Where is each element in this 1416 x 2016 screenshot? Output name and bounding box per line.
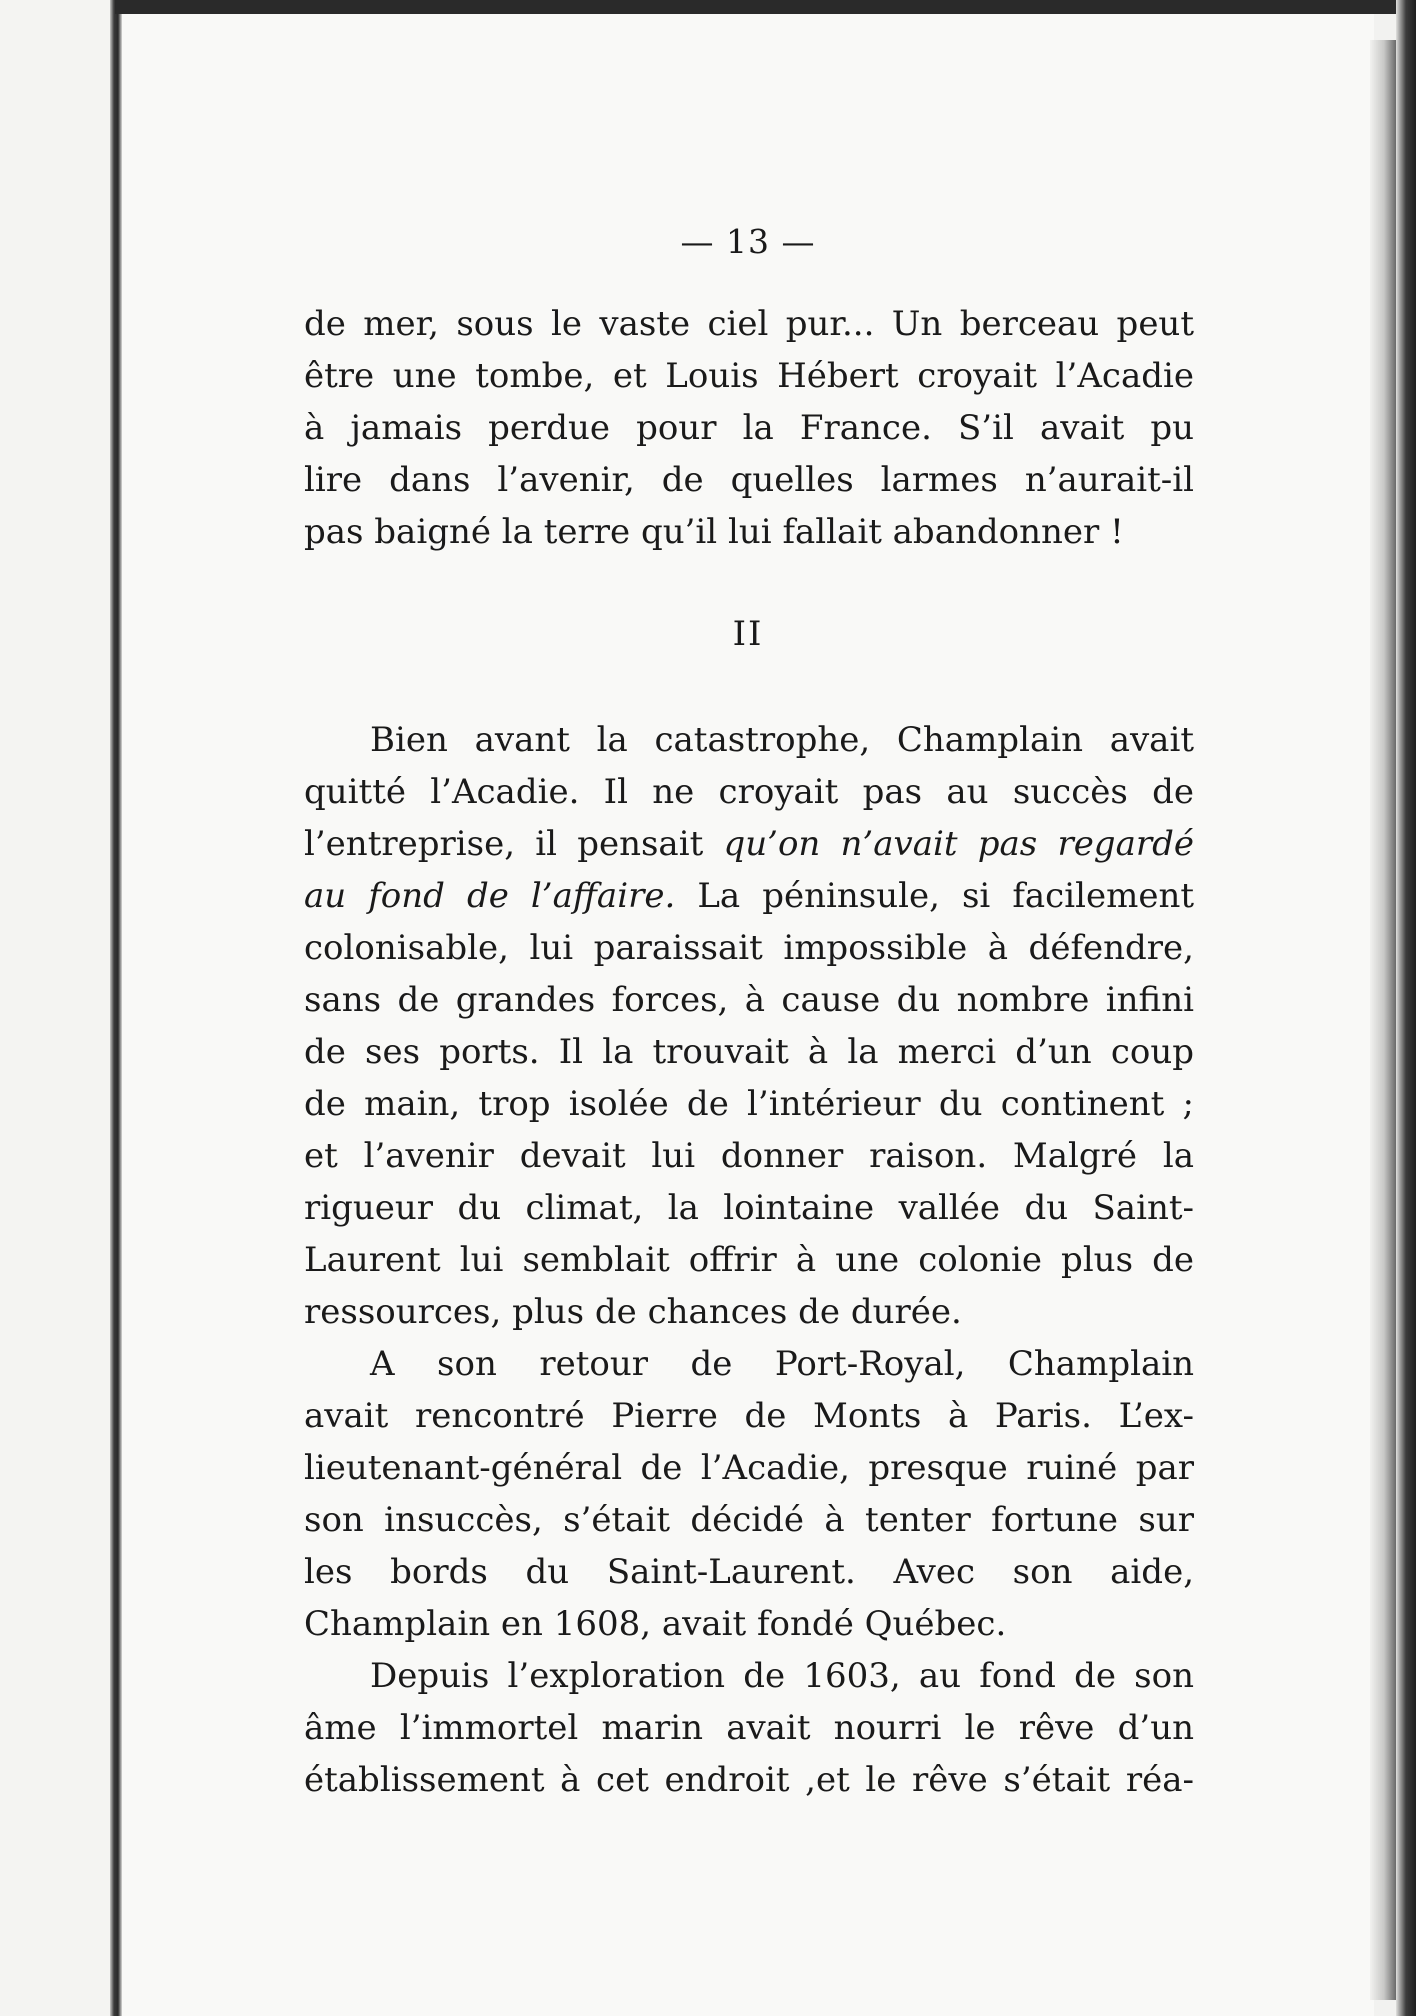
text-line: lieutenant-général de l’Acadie, presque ruiné par xyxy=(304,1448,1194,1488)
page-curl-shadow xyxy=(1370,40,1396,2000)
section-heading: II xyxy=(732,614,764,654)
italic-quote: qu’on n’avait pas regardé xyxy=(723,824,1194,864)
italic-quote: au fond de l’affaire. xyxy=(304,876,676,916)
page-number: — 13 — xyxy=(680,222,816,261)
text-line: âme l’immortel marin avait nourri le rêve d’un xyxy=(304,1708,1194,1748)
text-line: de main, trop isolée de l’intérieur du continent ; xyxy=(304,1084,1194,1124)
text-line: Champlain en 1608, avait fondé Québec. xyxy=(304,1604,1007,1644)
text-line-with-italic xyxy=(304,870,1194,922)
text-line-with-italic xyxy=(304,818,1194,870)
text-line: établissement à cet endroit ,et le rêve s’était réa- xyxy=(304,1760,1194,1800)
text-line: et l’avenir devait lui donner raison. Malgré la xyxy=(304,1136,1194,1176)
text-line: ressources, plus de chances de durée. xyxy=(304,1292,962,1332)
text-line: Laurent lui semblait offrir à une colonie plus de xyxy=(304,1240,1194,1280)
paragraph-1 xyxy=(304,298,1194,558)
text-line: A son retour de Port-Royal, Champlain xyxy=(370,1344,1194,1384)
text-line: avait rencontré Pierre de Monts à Paris. L’ex- xyxy=(304,1396,1194,1436)
paragraph-4 xyxy=(304,1650,1194,1806)
text-line: de ses ports. Il la trouvait à la merci d’un coup xyxy=(304,1032,1194,1072)
right-border xyxy=(1396,0,1416,2016)
text-line: Bien avant la catastrophe, Champlain avait xyxy=(370,720,1194,760)
facing-page-margin xyxy=(0,0,110,2016)
text-line: Depuis l’exploration de 1603, au fond de son xyxy=(370,1656,1194,1696)
top-border xyxy=(115,0,1416,14)
text-line: colonisable, lui paraissait impossible à défendre, xyxy=(304,928,1194,968)
text-line: à jamais perdue pour la France. S’il avait pu xyxy=(304,408,1194,448)
text-line: être une tombe, et Louis Hébert croyait l’Acadie xyxy=(304,356,1194,396)
text-line: quitté l’Acadie. Il ne croyait pas au succès de xyxy=(304,772,1194,812)
text-line: son insuccès, s’était décidé à tenter fortune sur xyxy=(304,1500,1194,1540)
book-page xyxy=(122,14,1374,2016)
text-line: rigueur du climat, la lointaine vallée du Saint- xyxy=(304,1188,1194,1228)
book-gutter xyxy=(110,0,122,2016)
text-line: pas baigné la terre qu’il lui fallait abandonner ! xyxy=(304,512,1124,552)
text-run: La péninsule, si facilement xyxy=(697,876,1194,916)
text-line: sans de grandes forces, à cause du nombre infini xyxy=(304,980,1194,1020)
text-line: lire dans l’avenir, de quelles larmes n’aurait-il xyxy=(304,460,1194,500)
text-line: les bords du Saint-Laurent. Avec son aide, xyxy=(304,1552,1194,1592)
text-run: l’entreprise, il pensait xyxy=(304,824,704,864)
paragraph-3 xyxy=(304,1338,1194,1650)
text-line: de mer, sous le vaste ciel pur... Un berceau peut xyxy=(304,304,1194,344)
paragraph-2 xyxy=(304,714,1194,1338)
